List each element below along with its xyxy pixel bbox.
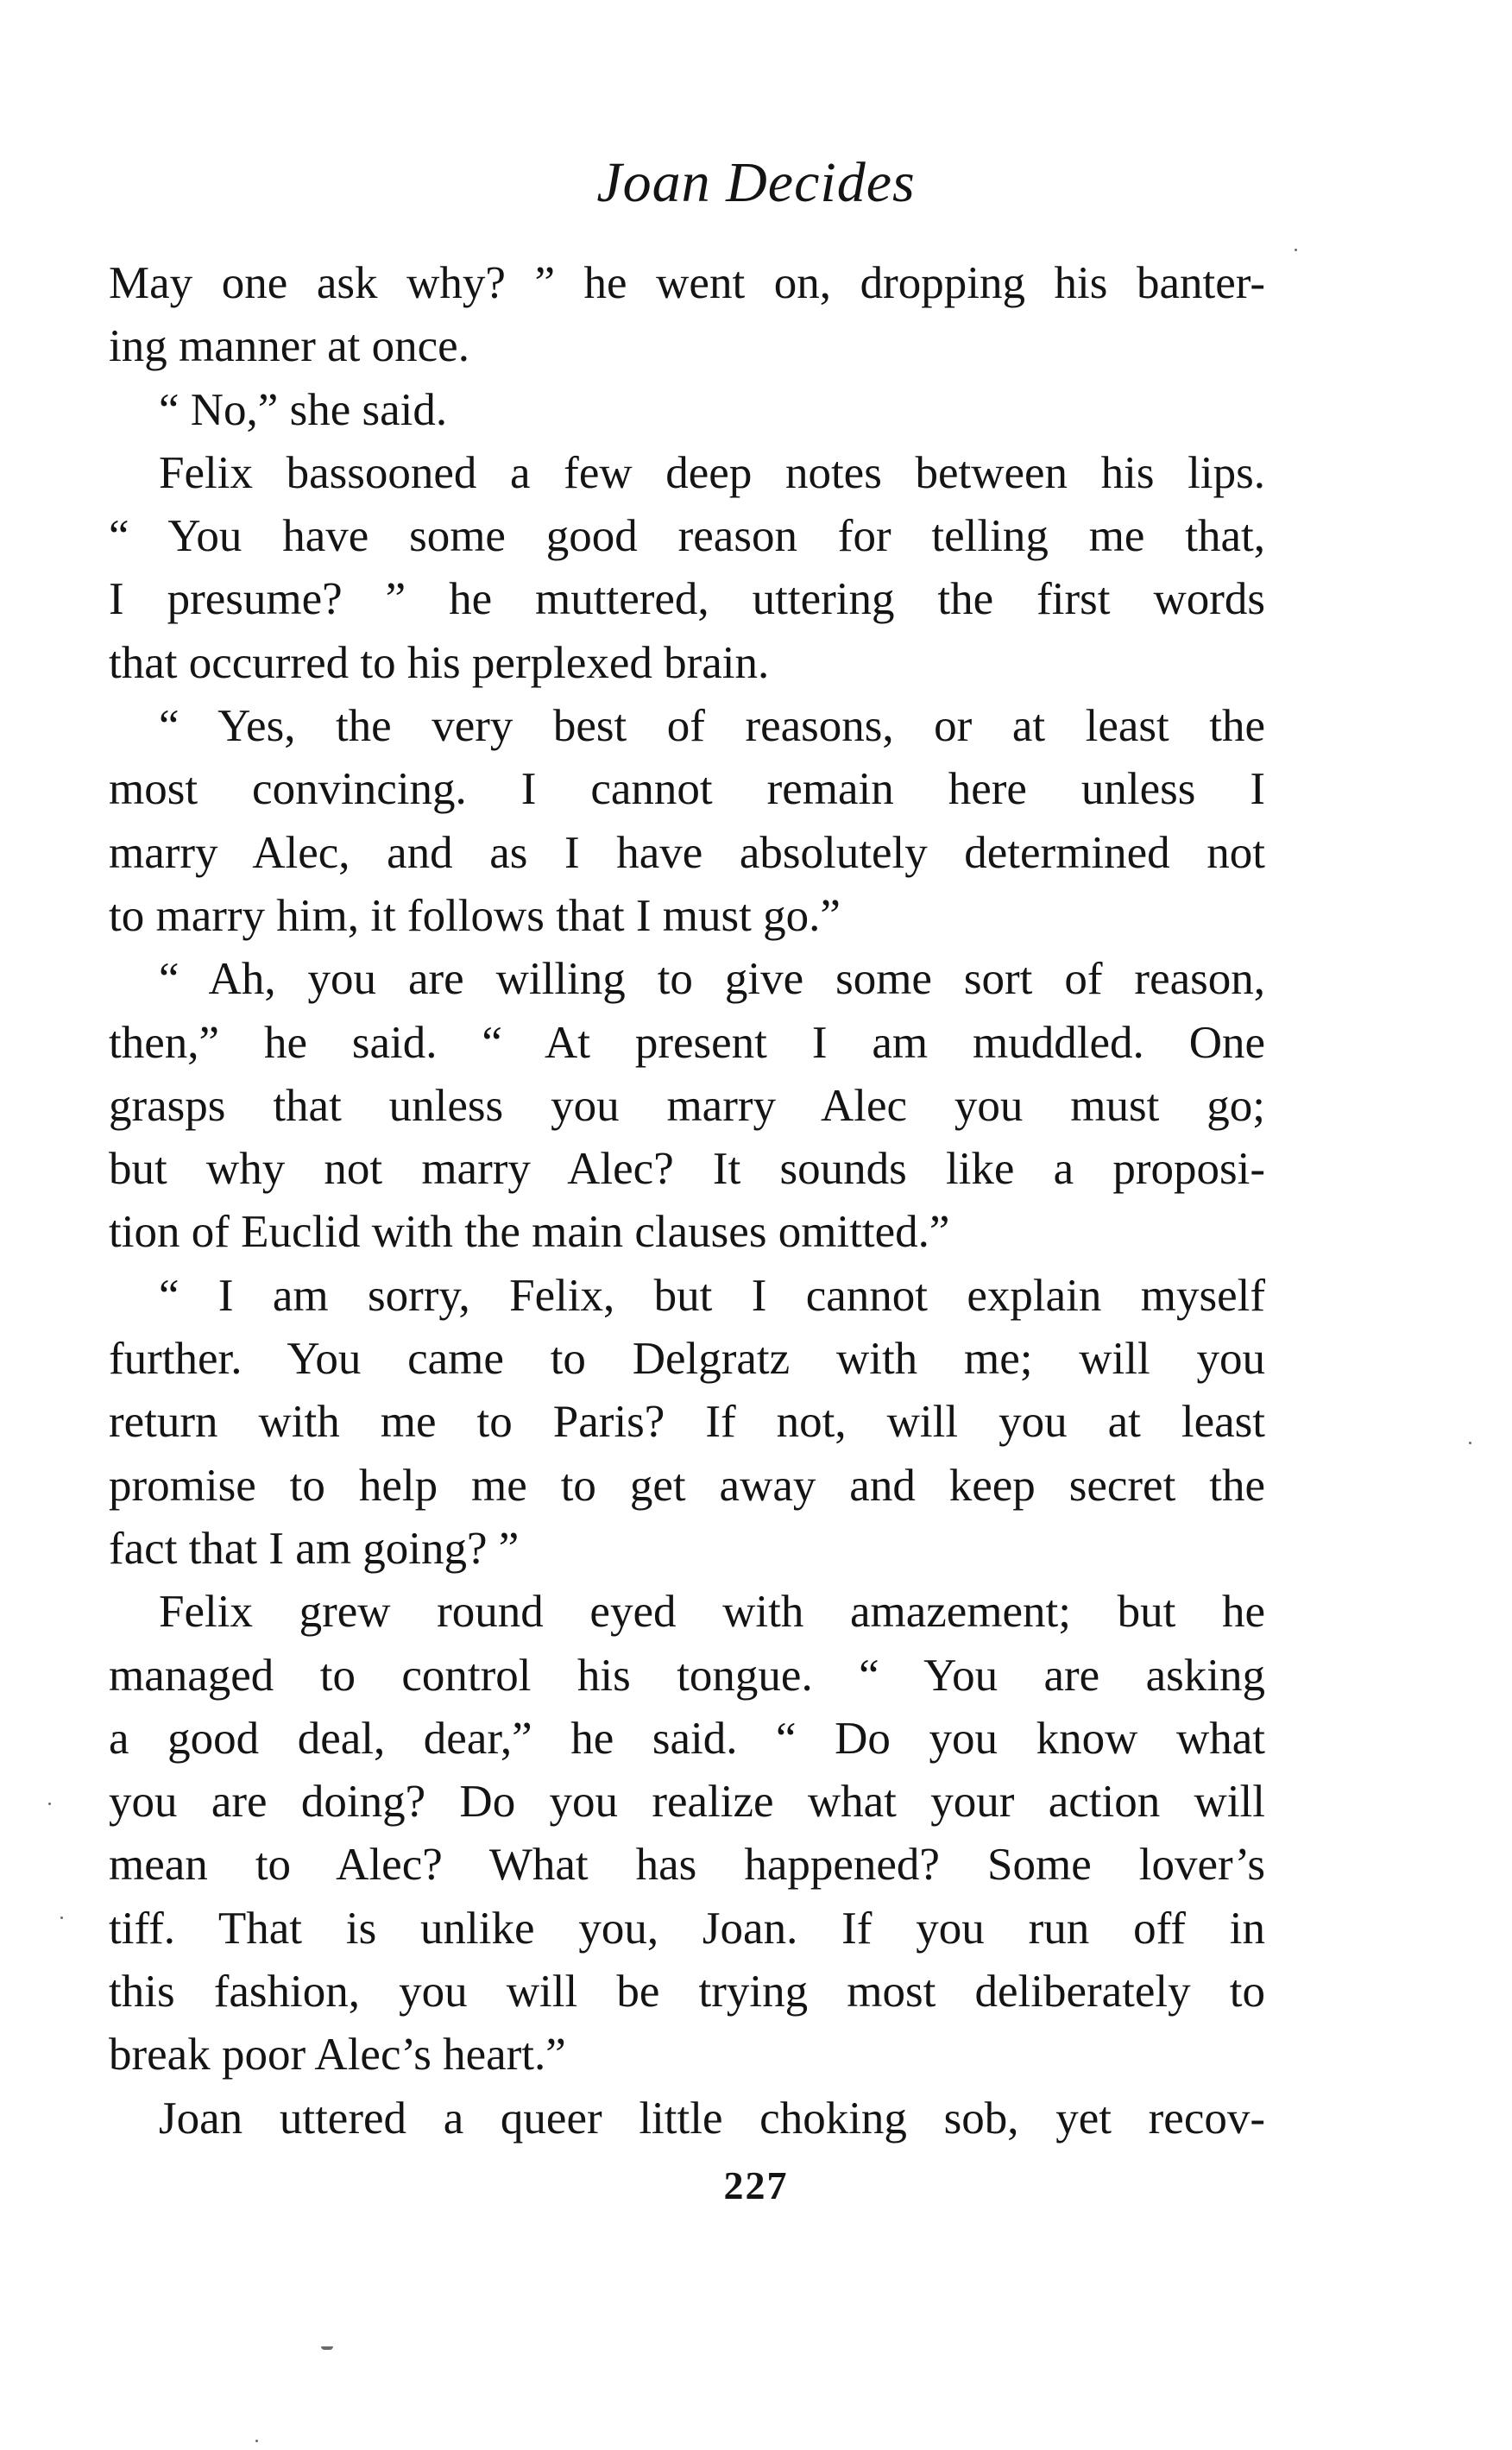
text-line: managed to control his tongue. “ You are asking xyxy=(109,1650,1265,1701)
paper-speck xyxy=(321,2346,333,2350)
text-line: fact that I am going? ” xyxy=(109,1523,520,1574)
text-line: May one ask why? ” he went on, dropping his banter- xyxy=(109,258,1265,308)
paper-speck xyxy=(255,2440,258,2442)
text-line: tion of Euclid with the main clauses omitted.” xyxy=(109,1207,950,1258)
page-number: 227 xyxy=(723,2163,789,2207)
text-line: that occurred to his perplexed brain. xyxy=(109,637,770,688)
paper-speck xyxy=(1469,1442,1471,1444)
paper-speck xyxy=(48,1803,51,1805)
text-line: promise to help me to get away and keep secret the xyxy=(109,1460,1265,1511)
text-line: “ I am sorry, Felix, but I cannot explain myself xyxy=(159,1270,1265,1321)
text-line: Felix bassooned a few deep notes between his lips. xyxy=(159,447,1265,498)
text-line: marry Alec, and as I have absolutely determined not xyxy=(109,827,1265,878)
text-line: further. You came to Delgratz with me; will you xyxy=(109,1334,1265,1385)
text-line: “ Yes, the very best of reasons, or at least the xyxy=(159,701,1265,752)
text-line: break poor Alec’s heart.” xyxy=(109,2030,566,2081)
text-line: “ Ah, you are willing to give some sort of reason, xyxy=(159,954,1265,1005)
text-line: return with me to Paris? If not, will you at least xyxy=(109,1397,1265,1448)
text-line: then,” he said. “ At present I am muddled. One xyxy=(109,1017,1265,1068)
paper-speck xyxy=(60,1916,63,1919)
text-line: I presume? ” he muttered, uttering the first words xyxy=(109,574,1265,625)
running-head-title: Joan Decides xyxy=(596,151,916,214)
text-line: grasps that unless you marry Alec you must go; xyxy=(109,1080,1265,1131)
text-line: “ No,” she said. xyxy=(159,384,448,435)
text-line: Felix grew round eyed with amazement; but he xyxy=(159,1587,1265,1638)
text-line: you are doing? Do you realize what your action will xyxy=(109,1777,1265,1828)
text-line: this fashion, you will be trying most deliberately to xyxy=(109,1967,1265,2017)
text-line: ing manner at once. xyxy=(109,321,469,372)
text-line: Joan uttered a queer little choking sob, yet recov- xyxy=(159,2093,1265,2144)
body-text xyxy=(109,252,1265,2150)
text-line: a good deal, dear,” he said. “ Do you know what xyxy=(109,1713,1265,1764)
text-line: “ You have some good reason for telling me that, xyxy=(109,511,1265,562)
text-line: to marry him, it follows that I must go.” xyxy=(109,890,841,941)
text-line: but why not marry Alec? It sounds like a proposi- xyxy=(109,1144,1265,1195)
text-line: most convincing. I cannot remain here unless I xyxy=(109,764,1265,815)
text-line: tiff. That is unlike you, Joan. If you run off in xyxy=(109,1903,1265,1954)
paper-speck xyxy=(1295,249,1297,251)
text-line: mean to Alec? What has happened? Some lover’s xyxy=(109,1840,1265,1891)
